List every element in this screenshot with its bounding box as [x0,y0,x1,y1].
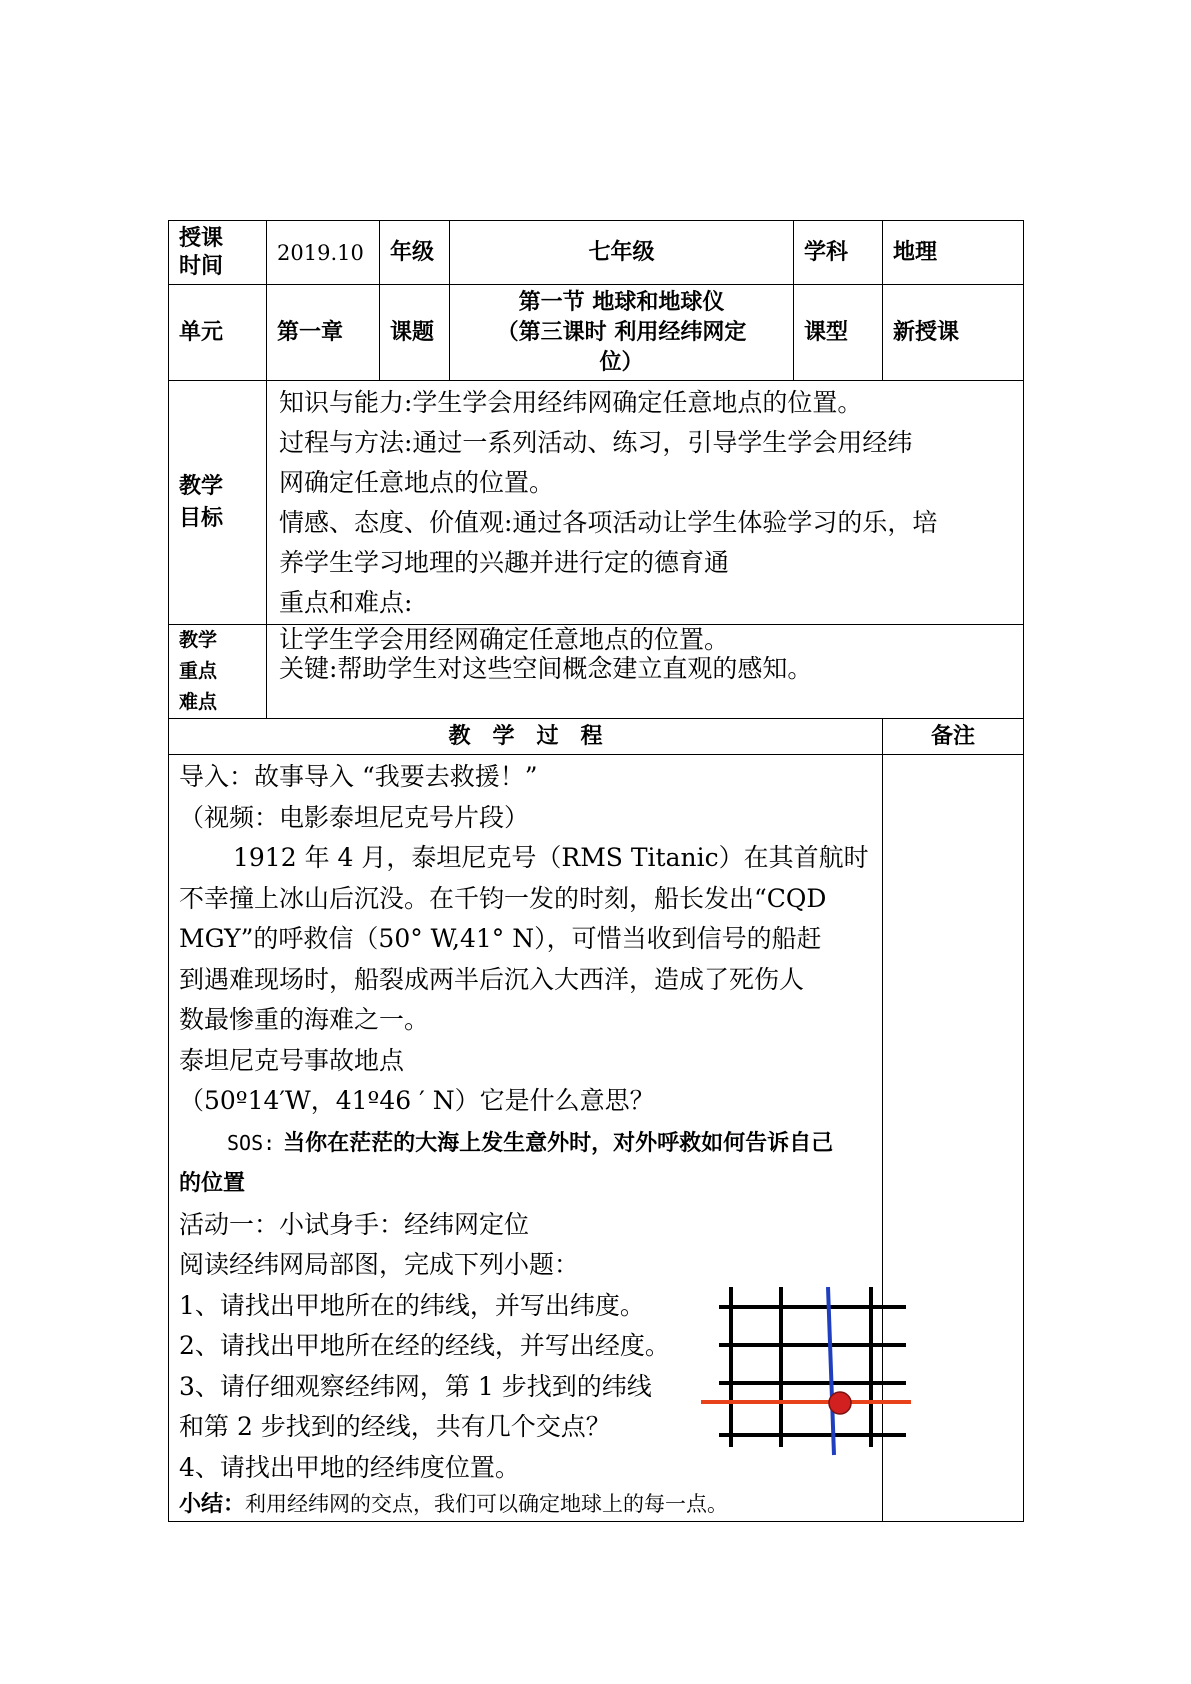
date-label: 授课 时间 [169,221,267,285]
question-2: 2、请找出甲地所在经的经线，并写出经度。 [179,1331,670,1360]
grade-label: 年级 [380,221,450,285]
objectives-label: 教学 目标 [169,381,267,625]
keypoint-1: 让学生学会用经网确定任意地点的位置。 [279,625,730,654]
story-line-3: MGY”的呼救信（50° W,41° N），可惜当收到信号的船赶 [179,924,822,953]
grade-value: 七年级 [450,221,794,285]
topic-line-2: （第三课时 利用经纬网定 [496,319,747,345]
objective-emotion-2: 养学生学习地理的兴趣并进行定的德育通 [279,548,730,577]
summary-text: 利用经纬网的交点，我们可以确定地球上的每一点。 [245,1492,729,1516]
objective-keypoints-heading: 重点和难点: [279,588,413,617]
activity-instruction: 阅读经纬网局部图，完成下列小题： [179,1250,580,1279]
graticule-grid [719,1287,906,1447]
type-label: 课型 [794,285,883,381]
story-line-5: 数最惨重的海难之一。 [179,1005,430,1034]
target-meridian [828,1287,834,1455]
row-objectives [169,381,1024,625]
sos-line [179,1122,872,1165]
story-line-4: 到遇难现场时，船裂成两半后沉入大西洋，造成了死伤人 [179,964,805,994]
row-keypoints [169,625,1024,719]
objective-emotion-1: 情感、态度、价值观:通过各项活动让学生体验学习的乐，培 [279,508,938,537]
row-date [169,221,1024,285]
topic-value [450,285,794,381]
graticule-diagram [701,1287,911,1457]
video-line: （视频：电影泰坦尼克号片段） [179,802,530,832]
unit-label: 单元 [169,285,267,381]
objectives-content [267,381,1024,625]
row-process-body [169,755,1024,1522]
keypoint-2: 关键:帮助学生对这些空间概念建立直观的感知。 [279,654,813,683]
topic-label: 课题 [380,285,450,381]
topic-line-3: 位） [599,349,644,375]
accident-coords: （50º14′W，41º46 ′ N）它是什么意思？ [179,1086,655,1115]
accident-site: 泰坦尼克号事故地点 [179,1045,405,1075]
story-line-2: 不幸撞上冰山后沉没。在千钧一发的时刻，船长发出“CQD [179,883,827,913]
type-value: 新授课 [883,285,1024,381]
summary-line [179,1488,872,1521]
date-value: 2019.10 [267,221,380,285]
topic-line-1: 第一节 地球和地球仪 [518,289,725,315]
keypoints-label: 教学 重点 难点 [169,625,267,719]
intro-line: 导入：故事导入 “我要去救援！” [179,762,538,791]
remark-label: 备注 [883,719,1024,755]
question-3b: 和第 2 步找到的经线，共有几个交点？ [179,1412,611,1441]
subject-label: 学科 [794,221,883,285]
subject-value: 地理 [883,221,1024,285]
sos-text-2: 的位置 [179,1171,246,1196]
question-1: 1、请找出甲地所在的纬线，并写出纬度。 [179,1290,645,1320]
lesson-plan [168,220,1023,1522]
sos-text-1: 当你在茫茫的大海上发生意外时，对外呼救如何告诉自己 [283,1130,834,1156]
story-line-1: 1912 年 4 月，泰坦尼克号（RMS Titanic）在其首航时 [233,843,869,872]
unit-value: 第一章 [267,285,380,381]
sos-prefix: SOS: [227,1130,276,1155]
summary-label: 小结： [179,1492,246,1517]
process-content [169,755,883,1522]
lesson-plan-table [168,220,1024,1522]
objective-process-2: 网确定任意地点的位置。 [279,468,555,497]
activity-title: 活动一：小试身手：经纬网定位 [179,1209,530,1239]
question-4: 4、请找出甲地的经纬度位置。 [179,1452,520,1482]
objective-knowledge: 知识与能力:学生学会用经纬网确定任意地点的位置。 [279,388,863,417]
objective-process-1: 过程与方法:通过一系列活动、练习，引导学生学会用经纬 [279,428,913,457]
keypoints-content [267,625,1024,719]
row-unit [169,285,1024,381]
location-point-icon [829,1392,851,1414]
question-3a: 3、请仔细观察经纬网，第 1 步找到的纬线 [179,1371,652,1401]
row-process-header [169,719,1024,755]
process-title: 教 学 过 程 [169,719,883,755]
